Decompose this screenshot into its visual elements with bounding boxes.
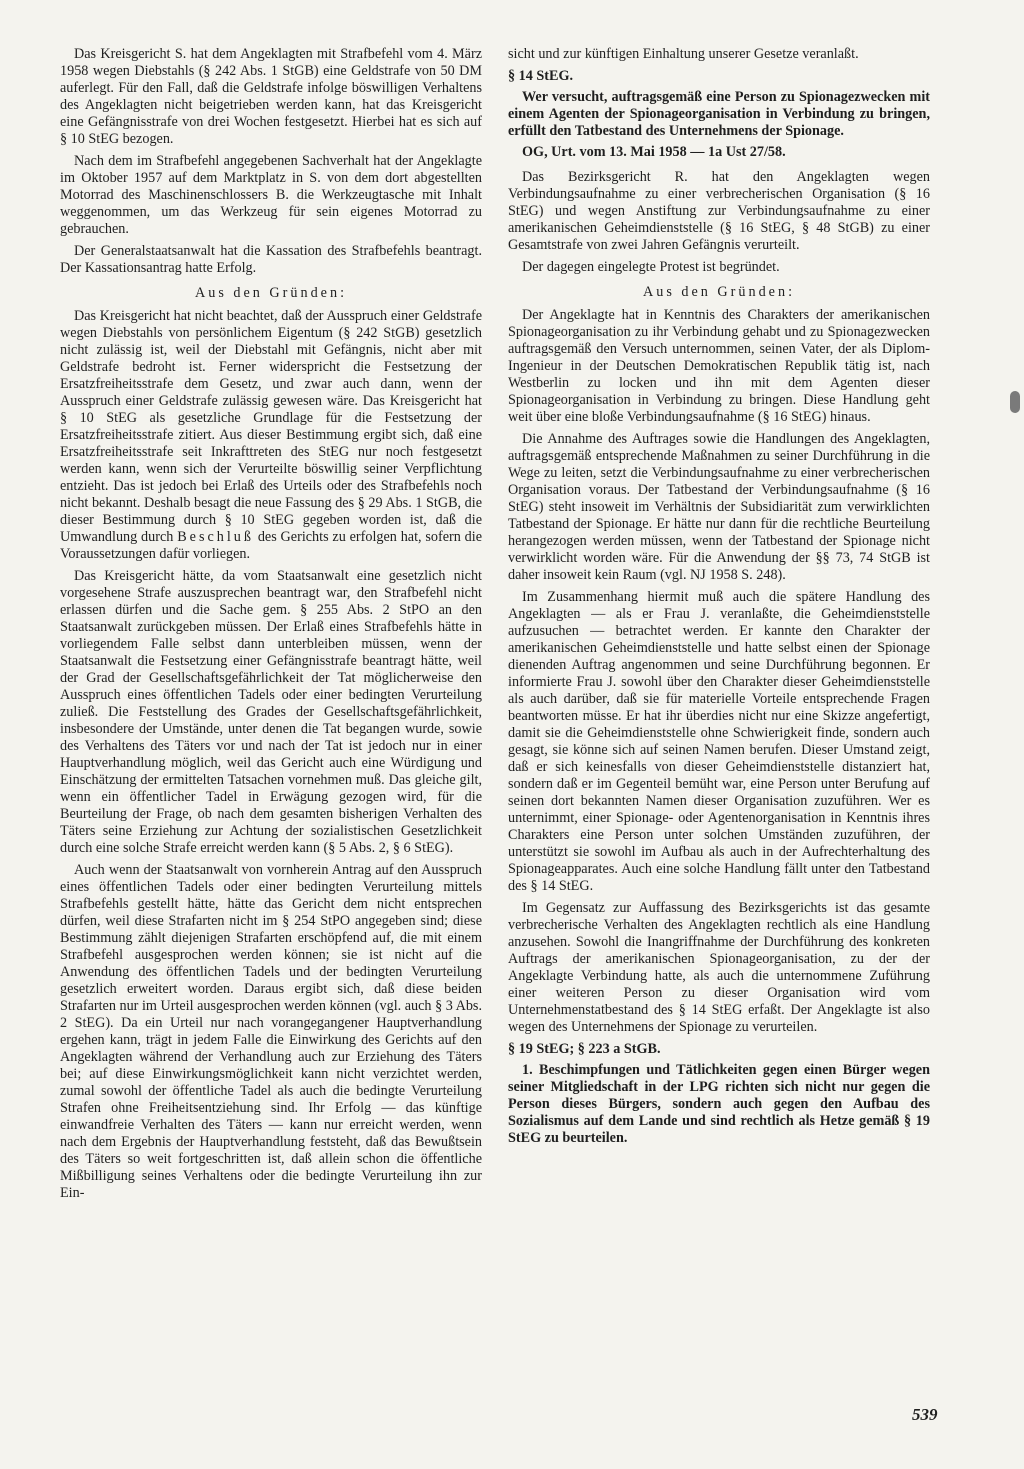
left-column — [60, 46, 482, 1207]
emphasized-word: Beschluß — [177, 529, 254, 545]
continuation-paragraph: sicht und zur künftigen Einhaltung unserer Gesetze veranlaßt. — [508, 46, 859, 62]
intro-paragraph-3: Der Generalstaatsanwalt hat die Kassation des Strafbefehls beantragt. Der Kassationsantrag hatte Erfolg. — [60, 243, 482, 276]
reasoning-text-b: des Gerichts zu erfolgen hat, sofern die Voraussetzungen dafür vorliegen. — [60, 529, 483, 562]
margin-mark — [1010, 391, 1020, 413]
section-heading-19-steg: § 19 StEG; § 223 a StGB. — [508, 1041, 661, 1057]
reasons-paragraph-1: Der Angeklagte hat in Kenntnis des Charakters der amerikanischen Spionageorganisation zu ihr Verbindung gehabt und zu Spionagezwecken auftragsgemäß den Versuch unternommen, seinen Vater, der als Diplom-Ingenieur in der Deutschen Demokratischen Republik tätig ist, nach Westberlin zu locken und ihn mit dem Agenten dieser Spionageorganisation in Verbindung zu bringen. Diese Handlung geht weit über eine bloße Verbindungsaufnahme (§ 16 StEG) hinaus. — [508, 307, 930, 425]
reasons-paragraph-3: Im Zusammenhang hiermit muß auch die spätere Handlung des Angeklagten — als er Frau J. veranlaßte, die Geheimdienststelle aufzusuchen — betrachtet werden. Er kannte den Charakter der amerikanischen Geheimdienststelle und hatte selbst einen der Spionage dienenden Auftrag angenommen und seine Durchführung begonnen. Er informierte Frau J. sowohl über den Charakter dieser Geheimdienststelle als auch darüber, daß sie für materielle Vorteile entsprechende Fragen beantworten müsse. Er hat ihr überdies nicht nur eine Skizze angefertigt, damit sie die Geheimdienststelle ohne Schwierigkeit finde, sondern auch gesagt, sie könne sich auf seinen Namen berufen. Dieser Umstand zeigt, daß er sich keinesfalls von dieser Geheimdienststelle distanziert hat, sondern daß er im Gegenteil bemüht war, eine Person unter Berufung auf seinen dort bekannten Namen dieser Organisation zuzuführen. Wer es unternimmt, einer Spionage- oder Agentenorganisation in Kenntnis ihres Charakters eine Person unter solchen Umständen zuzuführen, der unterstützt sie sowohl im Aufbau als auch in der Aufrechterhaltung des Spionageapparates. Auch eine solche Handlung fällt unter den Tatbestand des § 14 StEG. — [508, 589, 930, 894]
section-heading-gruende-2: Aus den Gründen: — [642, 284, 796, 300]
reasoning-paragraph-1 — [60, 308, 482, 563]
right-column — [508, 46, 930, 1151]
section-heading-gruende: Aus den Gründen: — [194, 285, 348, 301]
headnote-spionage: Wer versucht, auftragsgemäß eine Person zu Spionagezwecken mit einem Agenten der Spionageorganisation in Verbindung zu bringen, erfüllt den Tatbestand des Unternehmens der Spionage. — [508, 89, 930, 139]
section-heading-14-steg: § 14 StEG. — [508, 68, 574, 84]
facts-paragraph-1: Das Bezirksgericht R. hat den Angeklagten wegen Verbindungsaufnahme zu einer verbrecherischen Organisation (§ 16 StEG) und wegen Anstiftung zur Verbindungsaufnahme zu einer amerikanischen Geheimdienststelle (§ 16 StEG, § 48 StGB) zu einer Gesamtstrafe von zwei Jahren Gefängnis verurteilt. — [508, 169, 930, 253]
headnote-hetze: 1. Beschimpfungen und Tätlichkeiten gegen einen Bürger wegen seiner Mitgliedschaft in der LPG richten sich nicht nur gegen die Person dieses Bürgers, sondern auch gegen den Aufbau des Sozialismus auf dem Lande und sind rechtlich als Hetze gemäß § 19 StEG zu beurteilen. — [508, 1062, 930, 1146]
reasoning-paragraph-2: Das Kreisgericht hätte, da vom Staatsanwalt eine gesetzlich nicht vorgesehene Strafe auszusprechen beantragt war, den Strafbefehl nicht erlassen dürfen und die Sache gem. § 255 Abs. 2 StPO an den Staatsanwalt zurückgeben müssen. Der Erlaß eines Strafbefehls hätte in vorliegendem Falle selbst dann unterbleiben müssen, wenn der Staatsanwalt die Festsetzung einer Gefängnisstrafe beantragt hätte, weil der Grad der Gesellschaftsgefährlichkeit der Tat möglicherweise den Ausspruch eines öffentlichen Tadels oder einer bedingten Verurteilung zuließ. Die Feststellung des Grades der Gesellschaftsgefährlichkeit, insbesondere der Umstände, unter denen die Tat begangen wurde, sowie des Verhaltens des Täters vor und nach der Tat ist jedoch nur in einer Hauptverhandlung möglich, weil das Gericht auch eine Würdigung und Einschätzung der ermittelten Tatsachen vornehmen muß. Das gleiche gilt, wenn ein öffentlicher Tadel in Erwägung gezogen wird, für die Beurteilung der Frage, ob nach dem gesamten bisherigen Verhalten des Täters seine Erziehung zur Achtung der sozialistischen Gesetzlichkeit durch eine solche Strafe erreicht werden kann (§ 5 Abs. 2, § 6 StEG). — [60, 568, 482, 856]
intro-paragraph-1: Das Kreisgericht S. hat dem Angeklagten mit Strafbefehl vom 4. März 1958 wegen Diebstahls (§ 242 Abs. 1 StGB) eine Geldstrafe von 50 DM auferlegt. Für den Fall, daß die Geldstrafe infolge böswilligen Verhaltens des Angeklagten nicht beigetrieben werden kann, hat das Kreisgericht eine Gefängnisstrafe von drei Wochen festgesetzt. Hierbei hat es sich auf § 10 StEG bezogen. — [60, 46, 482, 147]
reasoning-paragraph-3: Auch wenn der Staatsanwalt von vornherein Antrag auf den Ausspruch eines öffentlichen Tadels oder einer bedingten Verurteilung mittels Strafbefehls gestellt hätte, hätte das Gericht dem nicht entsprechen dürfen, weil diese Strafarten nicht im § 254 StPO angegeben sind; diese Bestimmung zählt diejenigen Strafarten erschöpfend auf, die mit einem Strafbefehl ausgesprochen werden können; sie ist nicht auf die Anwendung des öffentlichen Tadels und der bedingten Verurteilung gesetzlich erweitert worden. Daraus ergibt sich, daß diese beiden Strafarten nur im Urteil ausgesprochen werden können (vgl. auch § 3 Abs. 2 StEG). Da ein Urteil nur nach vorangegangener Hauptverhandlung ergehen kann, trägt in jedem Falle die Einwirkung des Gerichts auf den Angeklagten während der Verhandlung auch zur Erziehung des Täters bei; auf diese Einwirkungsmöglichkeit kann nicht verzichtet werden, zumal sowohl der öffentliche Tadel als auch die bedingte Verurteilung Strafen ohne Freiheitsentziehung sind. Ihr Erfolg — das künftige einwandfreie Verhalten des Täters — kann nur erreicht werden, wenn nach dem Ergebnis der Hauptverhandlung feststeht, daß das Bewußtsein des Täters so weit fortgeschritten ist, daß allein schon die öffentliche Mißbilligung seines Verhaltens oder die bedingte Verurteilung ihn zur Ein- — [60, 862, 482, 1201]
reasons-paragraph-4: Im Gegensatz zur Auffassung des Bezirksgerichts ist das gesamte verbrecherische Verhalten des Angeklagten rechtlich als eine Handlung anzusehen. Sowohl die Inangriffnahme der Durchführung des konkreten Auftrags der amerikanischen Spionageorganisation, zu der der Angeklagte Verbindung hatte, als auch die unternommene Zuführung einer weiteren Person zu dieser Organisation wird vom Unternehmenstatbestand des § 14 StEG erfaßt. Der Angeklagte ist also wegen des Unternehmens der Spionage zu verurteilen. — [508, 900, 930, 1035]
reasons-paragraph-2: Die Annahme des Auftrages sowie die Handlungen des Angeklagten, auftragsgemäß entsprechende Maßnahmen zu seiner Durchführung in die Wege zu leiten, setzt die Verbindungsaufnahme zu einer verbrecherischen Organisation voraus. Der Tatbestand der Verbindungsaufnahme (§ 16 StEG) steht insoweit im Verhältnis der Subsidiarität zum verwirklichten Tatbestand der Spionage. Er hätte nur dann für die rechtliche Beurteilung herangezogen werden müssen, wenn der Tatbestand der Spionage nicht verwirklicht worden wäre. Für die Anwendung der §§ 73, 74 StGB ist daher insoweit kein Raum (vgl. NJ 1958 S. 248). — [508, 431, 930, 583]
reasoning-text-a: Das Kreisgericht hat nicht beachtet, daß der Ausspruch einer Geldstrafe wegen Diebstahls von persönlichem Eigentum (§ 242 StGB) gesetzlich nicht zulässig ist, weil der Diebstahl mit Gefängnis, nicht aber mit Geldstrafe bedroht ist. Ferner widerspricht die Festsetzung der Ersatzfreiheitsstrafe dem Gesetz, und zwar auch dann, wenn der Ausspruch einer Geldstrafe zulässig gewesen wäre. Das Kreisgericht hat § 10 StEG als gesetzliche Grundlage für die Festsetzung der Ersatzfreiheitsstrafe zitiert. Aus dieser Bestimmung ergibt sich, daß eine Ersatzfreiheitsstrafe seit Inkrafttreten des StEG nur noch festgesetzt werden kann, wenn sich der Verurteilte böswillig seiner Verpflichtung entzieht. Das ist jedoch bei Erlaß des Urteils oder des Strafbefehls noch nicht bekannt. Deshalb besagt die neue Fassung des § 29 Abs. 1 StGB, die dieser Bestimmung durch § 10 StEG gegeben worden ist, daß die Umwandlung durch — [60, 308, 482, 545]
page-number: 539 — [912, 1405, 938, 1424]
intro-paragraph-2: Nach dem im Strafbefehl angegebenen Sachverhalt hat der Angeklagte im Oktober 1957 auf dem Marktplatz in S. von dem dort abgestellten Motorrad des Maschinenschlossers B. die Werkzeugtasche mit Inhalt weggenommen, um das Werkzeug für sein eigenes Motorrad zu gebrauchen. — [60, 153, 482, 237]
facts-paragraph-2: Der dagegen eingelegte Protest ist begründet. — [522, 259, 780, 275]
court-citation: OG, Urt. vom 13. Mai 1958 — 1a Ust 27/58. — [522, 144, 786, 160]
